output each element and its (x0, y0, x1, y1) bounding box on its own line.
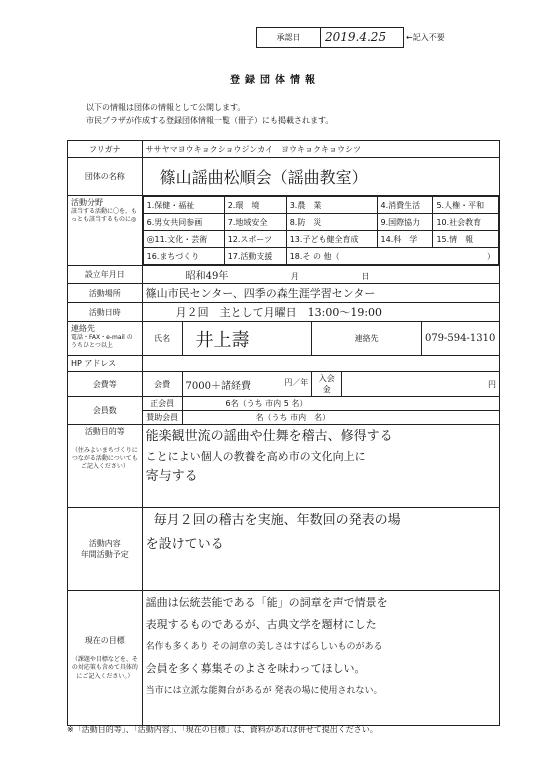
contact-note: 電話・FAX・e-mail のうちひとつ以上 (71, 334, 133, 350)
cat-6[interactable]: 6.男女共同参画 (143, 214, 224, 231)
fields-note: 該当する活動に〇を、もっとも該当するものに◎ (71, 208, 138, 224)
furigana-value: ササヤマヨウキョクショウジンカイ ヨウキョクキョウシツ (145, 144, 362, 154)
contact-name-label: 氏名 (142, 322, 182, 356)
activity-line-2: を設けている (145, 537, 224, 552)
regular-members-value: 6名（うち 市内 5 名） (225, 399, 308, 408)
place-label: 活動場所 (68, 284, 143, 303)
goal-label: 現在の目標 (84, 636, 125, 646)
cat-17[interactable]: 17.活動支援 (224, 248, 286, 265)
goal-note: （課題や目標などを、その対応策も含めて具体的にご記入ください。） (71, 656, 138, 680)
approval-box (256, 27, 404, 48)
purpose-label: 活動目的等 (84, 427, 125, 436)
purpose-line-2: ことによい個人の教養を高め市の文化向上に (145, 450, 366, 463)
hp-label: HP アドレス (68, 356, 143, 372)
name-label: 団体の名称 (68, 158, 143, 196)
cat-9[interactable]: 9.国際協力 (377, 214, 433, 231)
cat-3[interactable]: 3.農 業 (286, 197, 377, 214)
founded-day-unit: 日 (361, 272, 370, 281)
contact-tel-label: 連絡先 (312, 322, 422, 356)
time-label: 活動日時 (68, 303, 143, 322)
goal-line-4: 会員を多く募集そのよさを味わってほしい。 (145, 662, 366, 675)
cat-15[interactable]: 15.情 報 (433, 231, 499, 248)
cat-7[interactable]: 7.地域安全 (224, 214, 286, 231)
intro-line-1: 以下の情報は団体の情報として公開します。 (86, 103, 246, 112)
registration-form (67, 140, 500, 726)
contact-name: 井上壽 (195, 329, 250, 351)
entry-fee-unit: 円 (342, 372, 500, 397)
cat-5[interactable]: 5.人権・平和 (433, 197, 499, 214)
cat-8[interactable]: 8.防 災 (286, 214, 377, 231)
fee-value: 7000＋諸経費 (185, 380, 251, 392)
purpose-note: （住みよいまちづくりにつながる活動についてもご記入ください） (71, 447, 138, 471)
purpose-line-3: 寄与する (145, 469, 198, 484)
fee-label: 会費等 (68, 372, 143, 397)
cat-13[interactable]: 13.子ども健全育成 (286, 231, 377, 248)
support-members-label: 賛助会員 (142, 411, 182, 425)
goal-line-1: 謡曲は伝統芸能である「能」の詞章を声で情景を (145, 596, 388, 609)
founded-label: 設立年月日 (68, 266, 143, 284)
hp-value (142, 356, 499, 372)
cat-10[interactable]: 10.社会教育 (433, 214, 499, 231)
page-title: 登録団体情報 (230, 75, 320, 86)
cat-1[interactable]: 1.保健・福祉 (143, 197, 224, 214)
entry-fee-label: 入会金 (312, 372, 342, 397)
approval-date: 2019.4.25 (325, 30, 387, 44)
cat-4[interactable]: 4.消費生活 (377, 197, 433, 214)
footnote: ※「活動目的等」、「活動内容」、「現在の目標」は、資料があれば併せて提出ください。 (67, 725, 378, 734)
fields-label: 活動分野 (71, 198, 103, 207)
activity-line-1: 毎月２回の稽古を実施、年数回の発表の場 (153, 513, 401, 528)
fee-sub-label: 会費 (142, 372, 182, 397)
members-label: 会員数 (68, 397, 143, 425)
support-members-value: 名（うち 市内 名） (255, 413, 331, 422)
goal-line-3: 名作も多くあり その詞章の美しさはすばらしいものがある (145, 642, 383, 652)
cat-11-cell[interactable] (143, 231, 224, 248)
regular-members-label: 正会員 (142, 397, 182, 411)
purpose-line-1: 能楽観世流の謡曲や仕舞を稽古、修得する (145, 429, 393, 444)
cat-12[interactable]: 12.スポーツ (224, 231, 286, 248)
goal-line-2: 表現するものであるが、古典文学を題材にした (145, 618, 377, 631)
founded-value: 昭和49年 (185, 271, 229, 282)
cat-2[interactable]: 2.環 境 (224, 197, 286, 214)
category-grid (143, 196, 499, 265)
contact-tel: 079-594-1310 (424, 333, 496, 344)
cat-16[interactable]: 16.まちづくり (143, 248, 224, 265)
group-name: 篠山謡曲松順会（謡曲教室） (159, 168, 368, 187)
activity-label: 活動内容 年間活動予定 (68, 508, 143, 591)
contact-label: 連絡先 (71, 324, 95, 333)
cat-11: 11.文化・芸術 (154, 234, 208, 244)
fee-unit: 円／年 (284, 377, 309, 387)
founded-month-unit: 月 (290, 272, 299, 281)
approval-note: ←記入不要 (406, 33, 445, 42)
time-value: 月２回 主として月曜日 13:00～19:00 (175, 306, 383, 319)
double-circle-mark: ◎ (146, 234, 155, 245)
intro-line-2: 市民プラザが作成する登録団体情報一覧（冊子）にも掲載されます。 (86, 116, 334, 125)
approval-label: 承認日 (257, 28, 321, 47)
place-value: 篠山市民センター、四季の森生涯学習センター (145, 287, 376, 300)
cat-14[interactable]: 14.科 学 (377, 231, 433, 248)
cat-18[interactable]: 18.そ の 他（ ） (286, 248, 498, 265)
goal-line-5: 当市には立派な能舞台があるが 発表の場に使用されない。 (145, 686, 383, 696)
furigana-label: フリガナ (68, 141, 143, 158)
